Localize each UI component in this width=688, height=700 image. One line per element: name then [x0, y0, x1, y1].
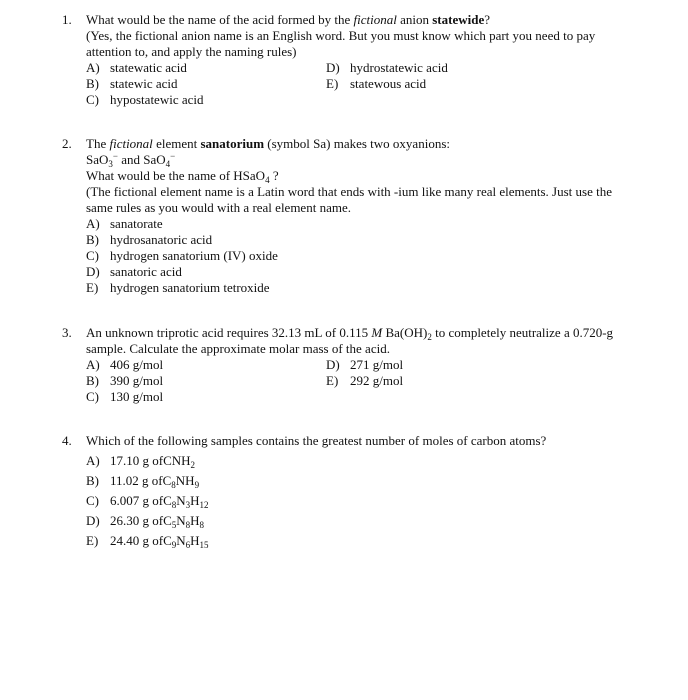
element-subscript: 8: [185, 520, 191, 530]
element-symbol: N: [176, 493, 186, 508]
answer-option-c[interactable]: C) 6.007 g of $C_8N_3H_{12}$: [86, 493, 209, 510]
element-subscript: 8: [171, 500, 177, 510]
chemical-formula: [163, 471, 199, 491]
element-subscript: 3: [185, 500, 191, 510]
question-number: 3.: [62, 325, 72, 340]
answer-option-d[interactable]: D) 271 g/mol: [326, 357, 404, 372]
element-symbol: N: [176, 513, 186, 528]
element-subscript: 9: [194, 480, 200, 490]
answer-option-a[interactable]: A) 406 g/mol: [86, 357, 164, 372]
answer-option-e[interactable]: E) statewous acid: [326, 76, 427, 91]
question-stem: Which of the following samples contains the greatest number of moles of carbon atoms?: [86, 433, 547, 448]
answer-option-a[interactable]: A) 17.10 g of $CNH_2$: [86, 453, 196, 470]
chemical-formula: [163, 511, 204, 531]
element-symbol: C: [163, 493, 172, 508]
answer-options: [86, 357, 652, 405]
question-number: 2.: [62, 136, 72, 151]
question-1: [62, 12, 652, 108]
element-symbol: NH: [175, 473, 195, 488]
answer-option-d[interactable]: D) sanatoric acid: [86, 264, 182, 279]
element-symbol: N: [176, 533, 186, 548]
element-subscript: 12: [199, 500, 209, 510]
element-symbol: C: [163, 513, 172, 528]
element-subscript: 2: [190, 460, 196, 470]
question-note: same rules as you would with a real element name.: [86, 200, 351, 215]
answer-option-b[interactable]: B) hydrosanatoric acid: [86, 232, 213, 247]
question-note: attention to, and apply the naming rules): [86, 44, 297, 59]
answer-options: [86, 451, 652, 551]
element-subscript: 8: [171, 480, 176, 490]
answer-option-e[interactable]: E) 24.40 g of $C_9N_6H_{15}$: [86, 533, 209, 550]
chemical-formula: [163, 531, 208, 551]
answer-option-c[interactable]: C) 130 g/mol: [86, 389, 164, 404]
question-note: (Yes, the fictional anion name is an English word. But you must know which part you need to pay: [86, 28, 596, 43]
answer-option-b[interactable]: B) 390 g/mol: [86, 373, 164, 388]
answer-option-c[interactable]: C) hydrogen sanatorium (IV) oxide: [86, 248, 278, 263]
question-stem: The fictional element sanatorium (symbol Sa) makes two oxyanions:: [86, 136, 450, 151]
oxyanion-formulas: SaO$_3$− and SaO$_4$−: [86, 151, 176, 169]
answer-option-c[interactable]: C) hypostatewic acid: [86, 92, 204, 107]
element-symbol: CNH: [163, 453, 191, 468]
chemical-formula: [163, 451, 195, 471]
question-4: [62, 433, 652, 551]
element-symbol: H: [190, 493, 200, 508]
element-subscript: 8: [199, 520, 205, 530]
chemical-formula: [163, 491, 208, 511]
question-3: [62, 325, 652, 405]
question-stem: An unknown triprotic acid requires 32.13 mL of 0.115 M $Ba(OH)_2$ to completely neutralize a 0.720-g: [86, 325, 614, 342]
question-number: 4.: [62, 433, 72, 448]
question-number: 1.: [62, 12, 72, 27]
answer-option-a[interactable]: A) statewatic acid: [86, 60, 187, 75]
answer-option-d[interactable]: D) hydrostatewic acid: [326, 60, 448, 75]
element-subscript: 5: [171, 520, 177, 530]
answer-option-d[interactable]: D) 26.30 g of $C_5N_8H_8$: [86, 513, 205, 530]
element-subscript: 6: [185, 540, 191, 550]
element-symbol: H: [190, 533, 200, 548]
question-2: [62, 136, 652, 296]
answer-option-b[interactable]: B) statewic acid: [86, 76, 178, 91]
element-subscript: 15: [199, 540, 209, 550]
answer-option-e[interactable]: E) hydrogen sanatorium tetroxide: [86, 280, 270, 295]
question-note: (The fictional element name is a Latin word that ends with -ium like many real elements. Just use the: [86, 184, 612, 199]
element-symbol: H: [190, 513, 200, 528]
question-stem: sample. Calculate the approximate molar mass of the acid.: [86, 341, 390, 356]
answer-option-b[interactable]: B) 11.02 g of $C_8NH_9$: [86, 473, 200, 490]
answer-option-a[interactable]: A) sanatorate: [86, 216, 163, 231]
answer-options: [86, 216, 652, 296]
answer-option-e[interactable]: E) 292 g/mol: [326, 373, 404, 388]
element-symbol: C: [162, 473, 172, 488]
element-subscript: 9: [171, 540, 177, 550]
question-ask: What would be the name of HSaO$_4$ ?: [86, 168, 279, 185]
answer-options: [86, 60, 652, 108]
element-symbol: C: [163, 533, 172, 548]
question-stem: What would be the name of the acid formed by the fictional anion statewide?: [86, 12, 491, 27]
